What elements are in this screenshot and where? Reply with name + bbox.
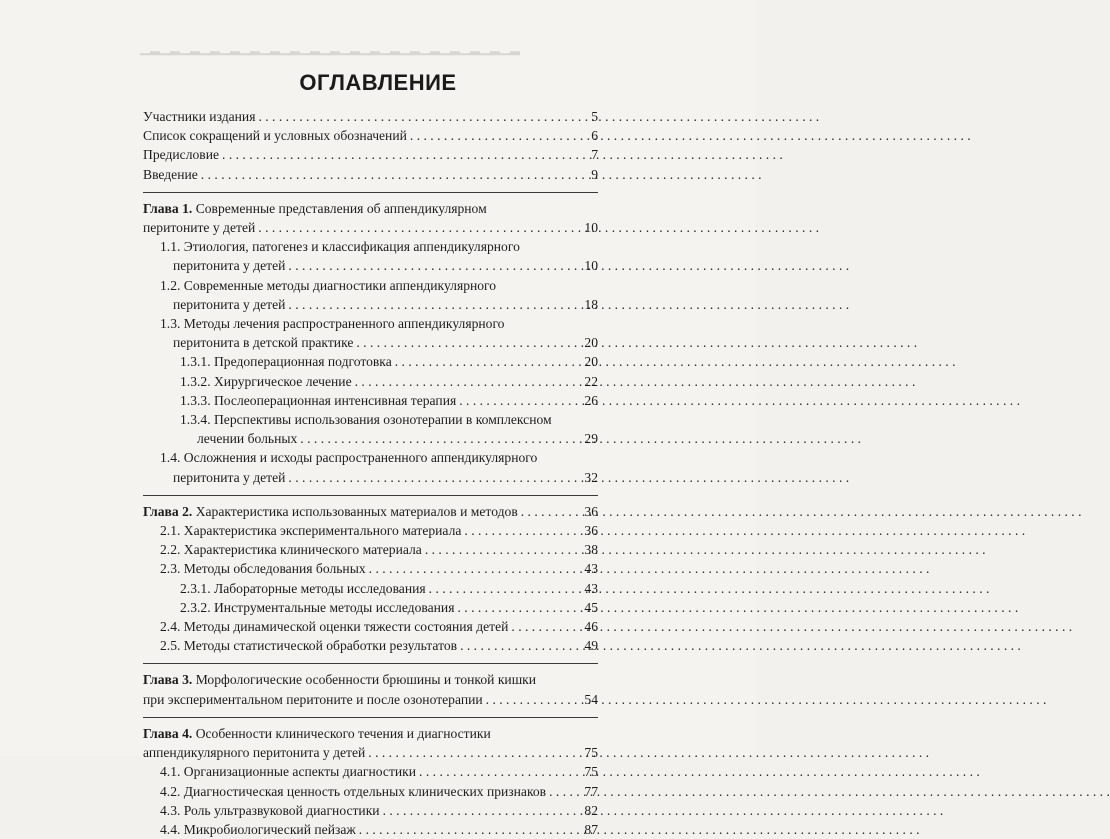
toc-entry[interactable]: перитонита у детей . . . 10 <box>143 256 598 275</box>
toc-entry[interactable]: Введение . . . 9 <box>143 165 598 184</box>
toc-entry[interactable]: 2.3.2. Инструментальные методы исследования . . . 45 <box>143 598 598 617</box>
toc-entry[interactable]: 4.3. Роль ультразвуковой диагностики . . . 82 <box>143 801 598 820</box>
dot-leader <box>356 820 568 839</box>
toc-entry[interactable]: Список сокращений и условных обозначений . . . 6 <box>143 126 598 145</box>
page-number: 22 <box>584 373 598 389</box>
dot-leader <box>198 165 568 184</box>
toc-entry[interactable]: 1.3.1. Предоперационная подготовка . . . 20 <box>143 352 598 371</box>
toc-entry[interactable]: 1.3.2. Хирургическое лечение . . . 22 <box>143 372 598 391</box>
page-number: 38 <box>584 542 598 558</box>
page-number: 5 <box>591 109 598 124</box>
chapter-heading: Глава 4. Особенности клинического течения и диагностики <box>143 725 491 741</box>
dot-leader <box>546 782 568 801</box>
dot-leader <box>483 690 568 709</box>
page-number: 46 <box>584 619 598 635</box>
dot-leader <box>426 579 568 598</box>
dot-leader <box>518 502 568 521</box>
dot-leader <box>461 521 568 540</box>
dot-leader <box>353 333 568 352</box>
page-number: 18 <box>584 296 598 312</box>
show-through-text: ▁▂▁▂▁▂▁▂▁▂▁▂▁▂▁▂▁▂▁▂▁▂▁▂▁▂▁▂▁▂▁▂▁▂▁▂▁▂ <box>140 40 520 55</box>
page-number: 45 <box>584 599 598 615</box>
dot-leader <box>366 560 568 579</box>
chapter-heading: Глава 3. Морфологические особенности брюшины и тонкой кишки <box>143 672 537 688</box>
page-number: 20 <box>584 335 598 351</box>
toc-entry[interactable]: перитоните у детей . . . 10 <box>143 218 598 237</box>
page-number: 75 <box>584 745 598 761</box>
section-divider <box>143 717 598 718</box>
table-of-contents <box>143 107 598 839</box>
page-number: 43 <box>584 561 598 577</box>
dot-leader <box>285 468 568 487</box>
dot-leader <box>392 353 568 372</box>
dot-leader <box>508 617 568 636</box>
dot-leader <box>285 295 568 314</box>
dot-leader <box>380 801 568 820</box>
page-number: 26 <box>584 392 598 408</box>
toc-entry[interactable]: перитонита у детей . . . 32 <box>143 468 598 487</box>
page-number: 6 <box>591 128 598 144</box>
dot-leader <box>297 429 568 448</box>
section-divider <box>143 192 598 193</box>
toc-entry-line: 1.1. Этиология, патогенез и классификация аппендикулярного <box>160 239 520 255</box>
page-title: ОГЛАВЛЕНИЕ <box>299 70 457 95</box>
chapter-label: Глава 4. <box>143 725 193 741</box>
page-number: 20 <box>584 354 598 370</box>
toc-entry[interactable]: лечении больных . . . 29 <box>143 429 598 448</box>
toc-entry[interactable]: 2.1. Характеристика экспериментального материала . . . 36 <box>143 521 598 540</box>
chapter-heading: Глава 1. Современные представления об аппендикулярном <box>143 200 487 216</box>
page-number: 54 <box>584 691 598 707</box>
toc-entry[interactable]: Участники издания . . . 5 <box>143 107 598 126</box>
toc-entry-line: 1.3. Методы лечения распространенного аппендикулярного <box>160 316 505 332</box>
toc-entry[interactable]: 2.2. Характеристика клинического материала . . . 38 <box>143 540 598 559</box>
page-number: 36 <box>584 523 598 539</box>
page-number: 49 <box>584 638 598 654</box>
page-number: 7 <box>591 147 598 163</box>
page-number: 77 <box>584 783 598 799</box>
toc-entry[interactable]: Глава 2. Характеристика использованных материалов и методов . . . 36 <box>143 502 598 521</box>
page-number: 10 <box>584 220 598 236</box>
dot-leader <box>407 126 568 145</box>
toc-entry[interactable]: 2.4. Методы динамической оценки тяжести состояния детей . . . 46 <box>143 617 598 636</box>
page-number: 87 <box>584 821 598 837</box>
toc-entry[interactable]: при экспериментальном перитоните и после озонотерапии . . . 54 <box>143 690 598 709</box>
section-divider <box>143 663 598 664</box>
chapter-label: Глава 3. <box>143 672 193 688</box>
toc-entry[interactable]: 2.3. Методы обследования больных . . . 43 <box>143 559 598 578</box>
toc-entry[interactable]: перитонита в детской практике . . . 20 <box>143 333 598 352</box>
page-number: 82 <box>584 802 598 818</box>
dot-leader <box>255 218 568 237</box>
dot-leader <box>219 146 568 165</box>
toc-entry[interactable]: 2.3.1. Лабораторные методы исследования . . . 43 <box>143 579 598 598</box>
dot-leader <box>285 257 568 276</box>
chapter-label: Глава 1. <box>143 200 193 216</box>
dot-leader <box>422 540 568 559</box>
dot-leader <box>255 107 568 126</box>
dot-leader <box>352 372 568 391</box>
toc-entry[interactable]: 4.4. Микробиологический пейзаж . . . 87 <box>143 820 598 839</box>
page-number: 29 <box>584 431 598 447</box>
dot-leader <box>457 636 568 655</box>
toc-entry[interactable]: аппендикулярного перитонита у детей . . . 75 <box>143 743 598 762</box>
toc-entry[interactable]: 2.5. Методы статистической обработки результатов . . . 49 <box>143 636 598 655</box>
toc-entry-line: 1.2. Современные методы диагностики аппендикулярного <box>160 277 497 293</box>
toc-entry[interactable]: 4.1. Организационные аспекты диагностики . . . 75 <box>143 762 598 781</box>
toc-entry[interactable]: перитонита у детей . . . 18 <box>143 295 598 314</box>
toc-entry[interactable]: 4.2. Диагностическая ценность отдельных клинических признаков . . . 77 <box>143 782 598 801</box>
dot-leader <box>365 743 568 762</box>
toc-entry[interactable]: 1.3.3. Послеоперационная интенсивная терапия . . . 26 <box>143 391 598 410</box>
dot-leader <box>454 598 568 617</box>
page-number: 32 <box>584 469 598 485</box>
toc-entry-line: 1.3.4. Перспективы использования озонотерапии в комплексном <box>180 412 552 428</box>
page-number: 9 <box>591 166 598 182</box>
page-number: 43 <box>584 580 598 596</box>
dot-leader <box>456 391 568 410</box>
chapter-label: Глава 2. <box>143 503 193 519</box>
toc-entry-line: 1.4. Осложнения и исходы распространенного аппендикулярного <box>160 450 538 466</box>
page-number: 36 <box>584 503 598 519</box>
dot-leader <box>416 763 568 782</box>
page-number: 75 <box>584 764 598 780</box>
section-divider <box>143 495 598 496</box>
toc-entry[interactable]: Предисловие . . . 7 <box>143 145 598 164</box>
page-number: 10 <box>584 258 598 274</box>
